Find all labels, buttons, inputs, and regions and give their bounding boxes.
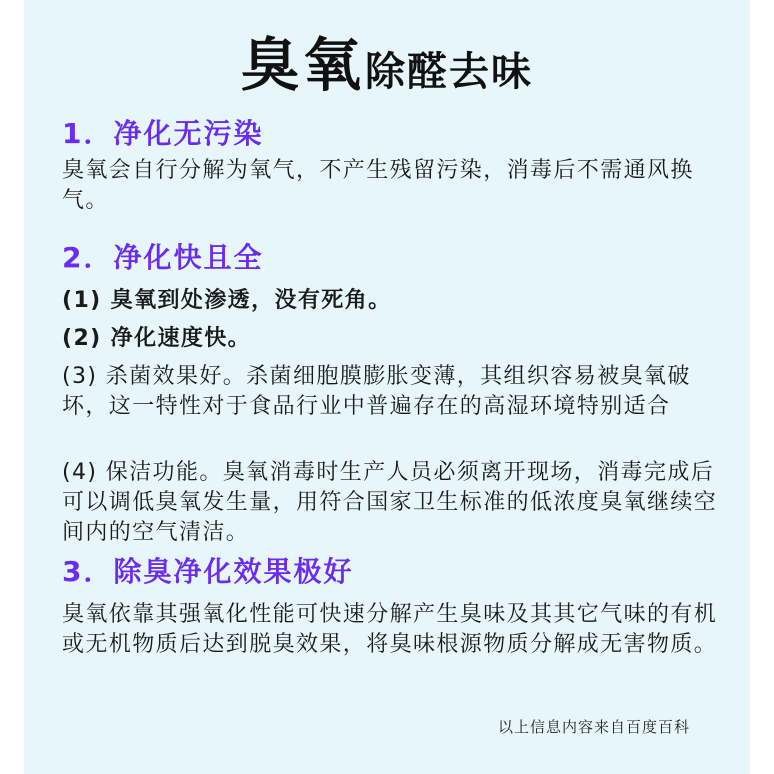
section-2-item-2: (2) 净化速度快。 — [62, 326, 252, 351]
title-sub: 除醛去味 — [365, 49, 533, 95]
section-3-paragraph: 臭氧依靠其强氧化性能可快速分解产生臭味及其其它气味的有机或无机物质后达到脱臭效果，将臭味根源物质分解成无害物质。 — [62, 602, 718, 657]
section-heading-3: 3．除臭净化效果极好 — [62, 555, 354, 588]
source-note: 以上信息内容来自百度百科 — [497, 718, 690, 736]
section-heading-2: 2．净化快且全 — [62, 241, 264, 274]
title-main: 臭氧 — [240, 31, 365, 99]
section-2-item-4: (4) 保洁功能。臭氧消毒时生产人员必须离开现场，消毒完成后可以调低臭氧发生量，用符合国家卫生标准的低浓度臭氧继续空间内的空气清洁。 — [62, 460, 718, 545]
section-2-item-1: (1) 臭氧到处渗透，没有死角。 — [62, 288, 392, 313]
section-1-paragraph: 臭氧会自行分解为氧气，不产生残留污染，消毒后不需通风换气。 — [62, 158, 694, 213]
section-2-item-3: (3) 杀菌效果好。杀菌细胞膜膨胀变薄，其组织容易被臭氧破坏，这一特性对于食品行业中普遍存在的高湿环境特别适合 — [62, 364, 691, 419]
section-heading-1: 1．净化无污染 — [62, 117, 264, 150]
page-title — [0, 18, 774, 102]
